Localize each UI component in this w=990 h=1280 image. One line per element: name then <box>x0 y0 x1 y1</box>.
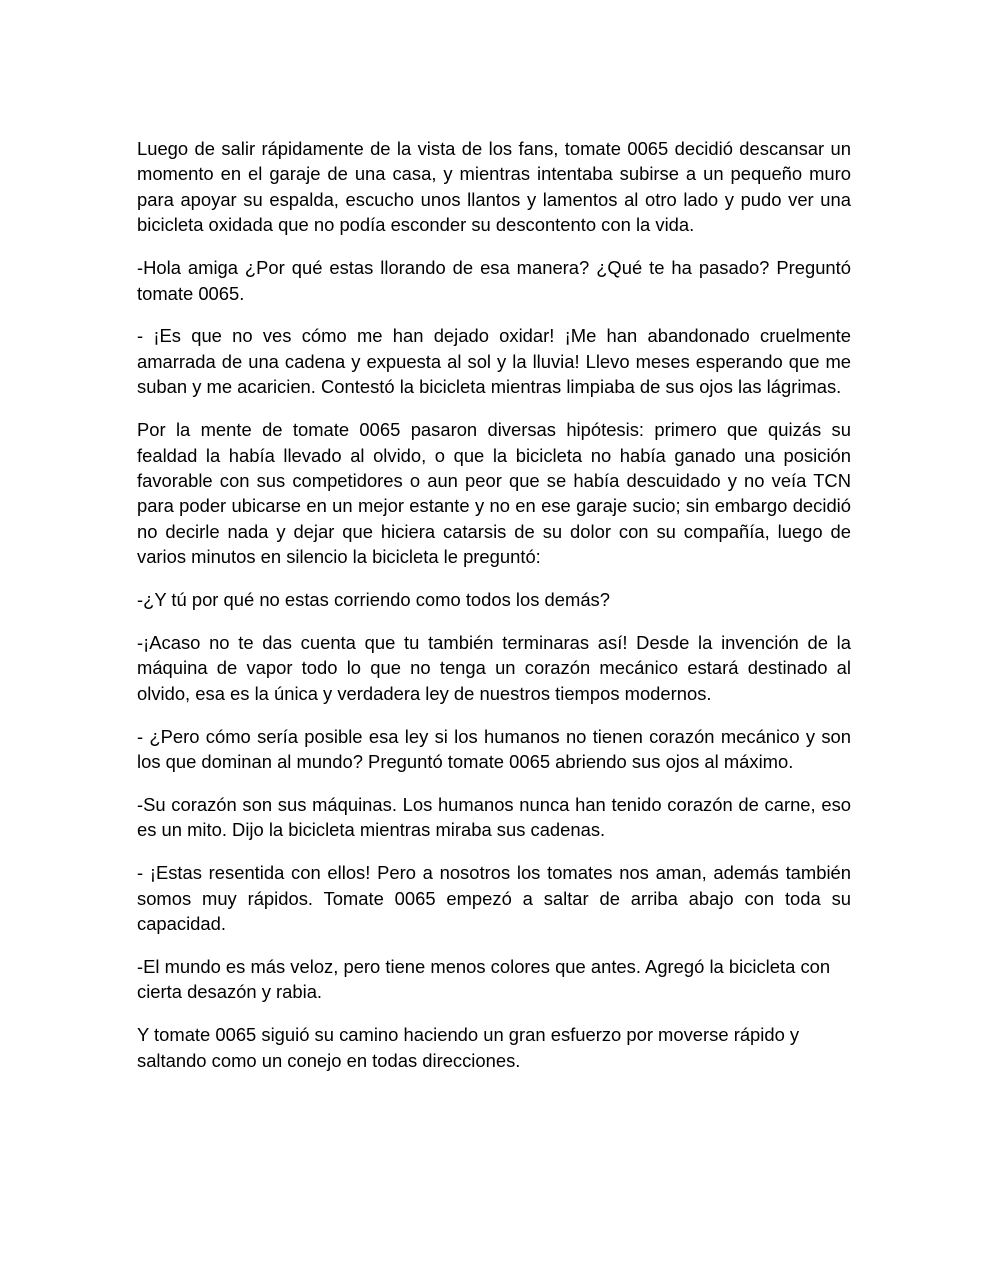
paragraph: -¿Y tú por qué no estas corriendo como todos los demás? <box>137 589 610 611</box>
paragraph: -Su corazón son sus máquinas. Los humanos nunca han tenido corazón de carne, eso es un mito. Dijo la bicicleta mientras miraba sus cadenas. <box>137 794 851 841</box>
paragraph: Y tomate 0065 siguió su camino haciendo un gran esfuerzo por moverse rápido y saltando como un conejo en todas direcciones. <box>137 1024 800 1071</box>
paragraph: - ¡Es que no ves cómo me han dejado oxidar! ¡Me han abandonado cruelmente amarrada de una cadena y expuesta al sol y la lluvia! Llevo meses esperando que me suban y me acaricien. Contestó la bicicleta mientras limpiaba de sus ojos las lágrimas. <box>137 325 851 398</box>
paragraph: - ¡Estas resentida con ellos! Pero a nosotros los tomates nos aman, además también somos muy rápidos. Tomate 0065 empezó a saltar de arriba abajo con toda su capacidad. <box>137 862 851 935</box>
paragraph: Por la mente de tomate 0065 pasaron diversas hipótesis: primero que quizás su fealdad la había llevado al olvido, o que la bicicleta no había ganado una posición favorable con sus competidores o aun peor que se había descuidado y no veía TCN para poder ubicarse en un mejor estante y no en ese garaje sucio; sin embargo decidió no decirle nada y dejar que hiciera catarsis de su dolor con su compañía, luego de varios minutos en silencio la bicicleta le preguntó: <box>137 419 851 568</box>
paragraph: - ¿Pero cómo sería posible esa ley si los humanos no tienen corazón mecánico y son los que dominan al mundo? Preguntó tomate 0065 abriendo sus ojos al máximo. <box>137 725 851 773</box>
document-body <box>137 136 851 1091</box>
paragraph: Luego de salir rápidamente de la vista de los fans, tomate 0065 decidió descansar un momento en el garaje de una casa, y mientras intentaba subirse a un pequeño muro para apoyar su espalda, escucho unos llantos y lamentos al otro lado y pudo ver una bicicleta oxidada que no podía esconder su descontento con la vida. <box>137 138 851 236</box>
paragraph: -El mundo es más veloz, pero tiene menos colores que antes. Agregó la bicicleta con cierta desazón y rabia. <box>137 956 831 1003</box>
paragraph: -¡Acaso no te das cuenta que tu también terminaras así! Desde la invención de la máquina de vapor todo lo que no tenga un corazón mecánico estará destinado al olvido, esa es la única y verdadera ley de nuestros tiempos modernos. <box>137 632 851 704</box>
paragraph: -Hola amiga ¿Por qué estas llorando de esa manera? ¿Qué te ha pasado? Preguntó tomate 0065. <box>137 257 851 304</box>
